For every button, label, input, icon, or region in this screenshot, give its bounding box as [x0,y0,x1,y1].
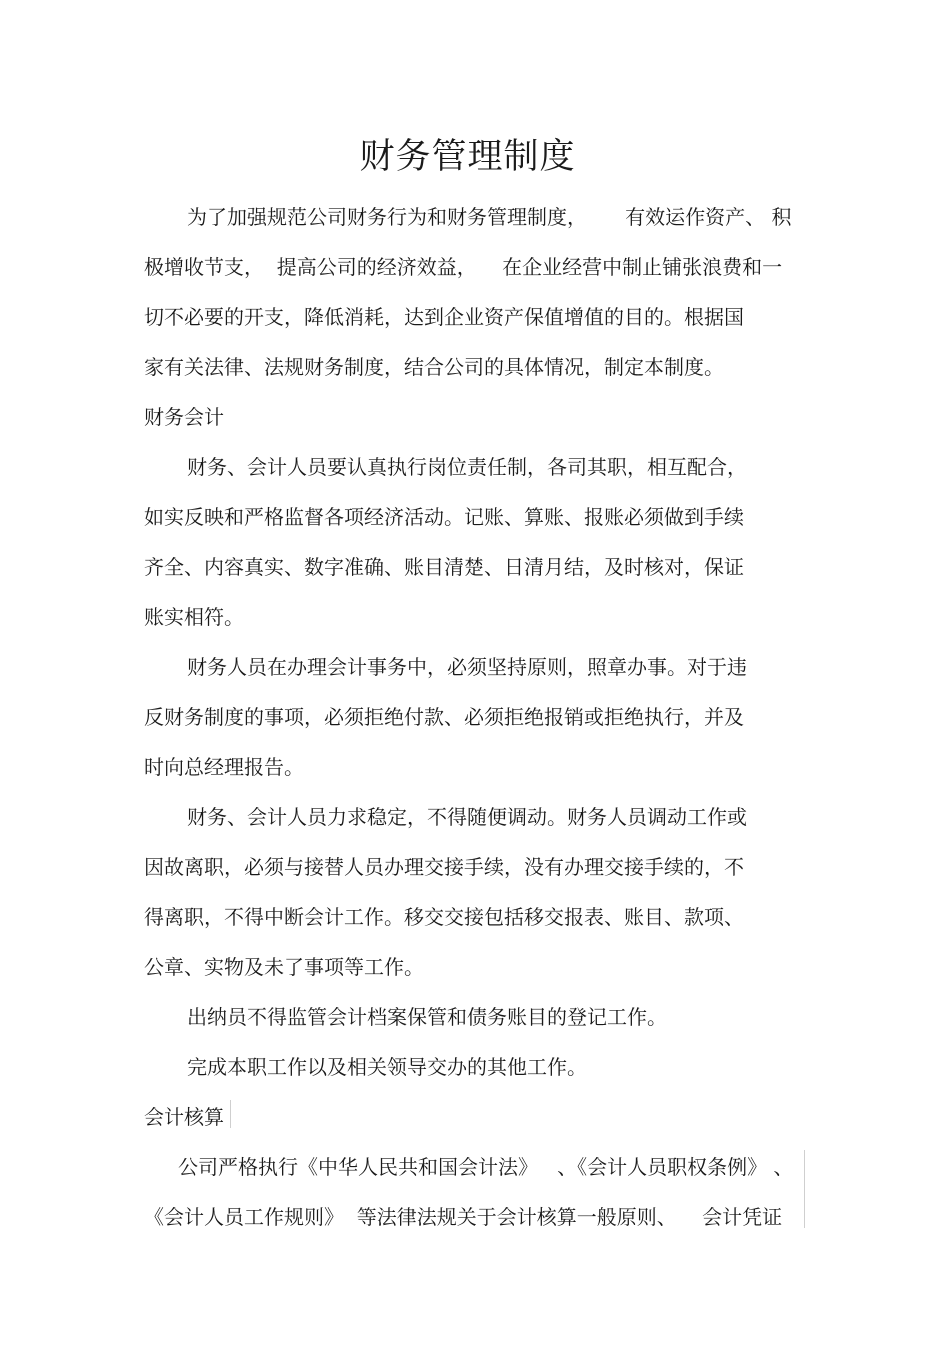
scan-rule-mark [804,1150,805,1228]
law-paragraph-line-1: 公司严格执行《中华人民共和国会计法》 、《会计人员职权条例》 、 [178,1155,794,1179]
intro-line-1: 为了加强规范公司财务行为和财务管理制度， 有效运作资产、 积 [187,205,792,229]
document-title: 财务管理制度 [359,137,576,177]
handover-paragraph-line-3: 得离职，不得中断会计工作。移交交接包括移交报表、账目、款项、 [144,905,744,929]
duty-paragraph-line-1: 财务、会计人员要认真执行岗位责任制，各司其职，相互配合， [187,455,747,479]
scan-rule-mark [230,1100,231,1128]
intro-line-3: 切不必要的开支，降低消耗，达到企业资产保值增值的目的。根据国 [144,305,744,329]
cashier-paragraph: 出纳员不得监管会计档案保管和债务账目的登记工作。 [187,1005,667,1029]
principle-paragraph-line-1: 财务人员在办理会计事务中，必须坚持原则，照章办事。对于违 [187,655,747,679]
principle-paragraph-line-3: 时向总经理报告。 [144,755,304,779]
section-heading-accounting-calculation: 会计核算 [144,1105,224,1129]
section-heading-financial-accounting: 财务会计 [144,405,224,429]
law-paragraph-line-2: 《会计人员工作规则》 等法律法规关于会计核算一般原则、 会计凭证 [144,1205,783,1229]
duty-paragraph-line-3: 齐全、内容真实、数字准确、账目清楚、日清月结，及时核对，保证 [144,555,744,579]
handover-paragraph-line-1: 财务、会计人员力求稳定，不得随便调动。财务人员调动工作或 [187,805,747,829]
intro-line-2: 极增收节支， 提高公司的经济效益， 在企业经营中制止铺张浪费和一 [144,255,783,279]
duty-paragraph-line-2: 如实反映和严格监督各项经济活动。记账、算账、报账必须做到手续 [144,505,744,529]
principle-paragraph-line-2: 反财务制度的事项，必须拒绝付款、必须拒绝报销或拒绝执行，并及 [144,705,744,729]
handover-paragraph-line-4: 公章、实物及未了事项等工作。 [144,955,424,979]
duty-paragraph-line-4: 账实相符。 [144,605,244,629]
other-duties-paragraph: 完成本职工作以及相关领导交办的其他工作。 [187,1055,587,1079]
intro-line-4: 家有关法律、法规财务制度，结合公司的具体情况，制定本制度。 [144,355,724,379]
handover-paragraph-line-2: 因故离职，必须与接替人员办理交接手续，没有办理交接手续的，不 [144,855,744,879]
